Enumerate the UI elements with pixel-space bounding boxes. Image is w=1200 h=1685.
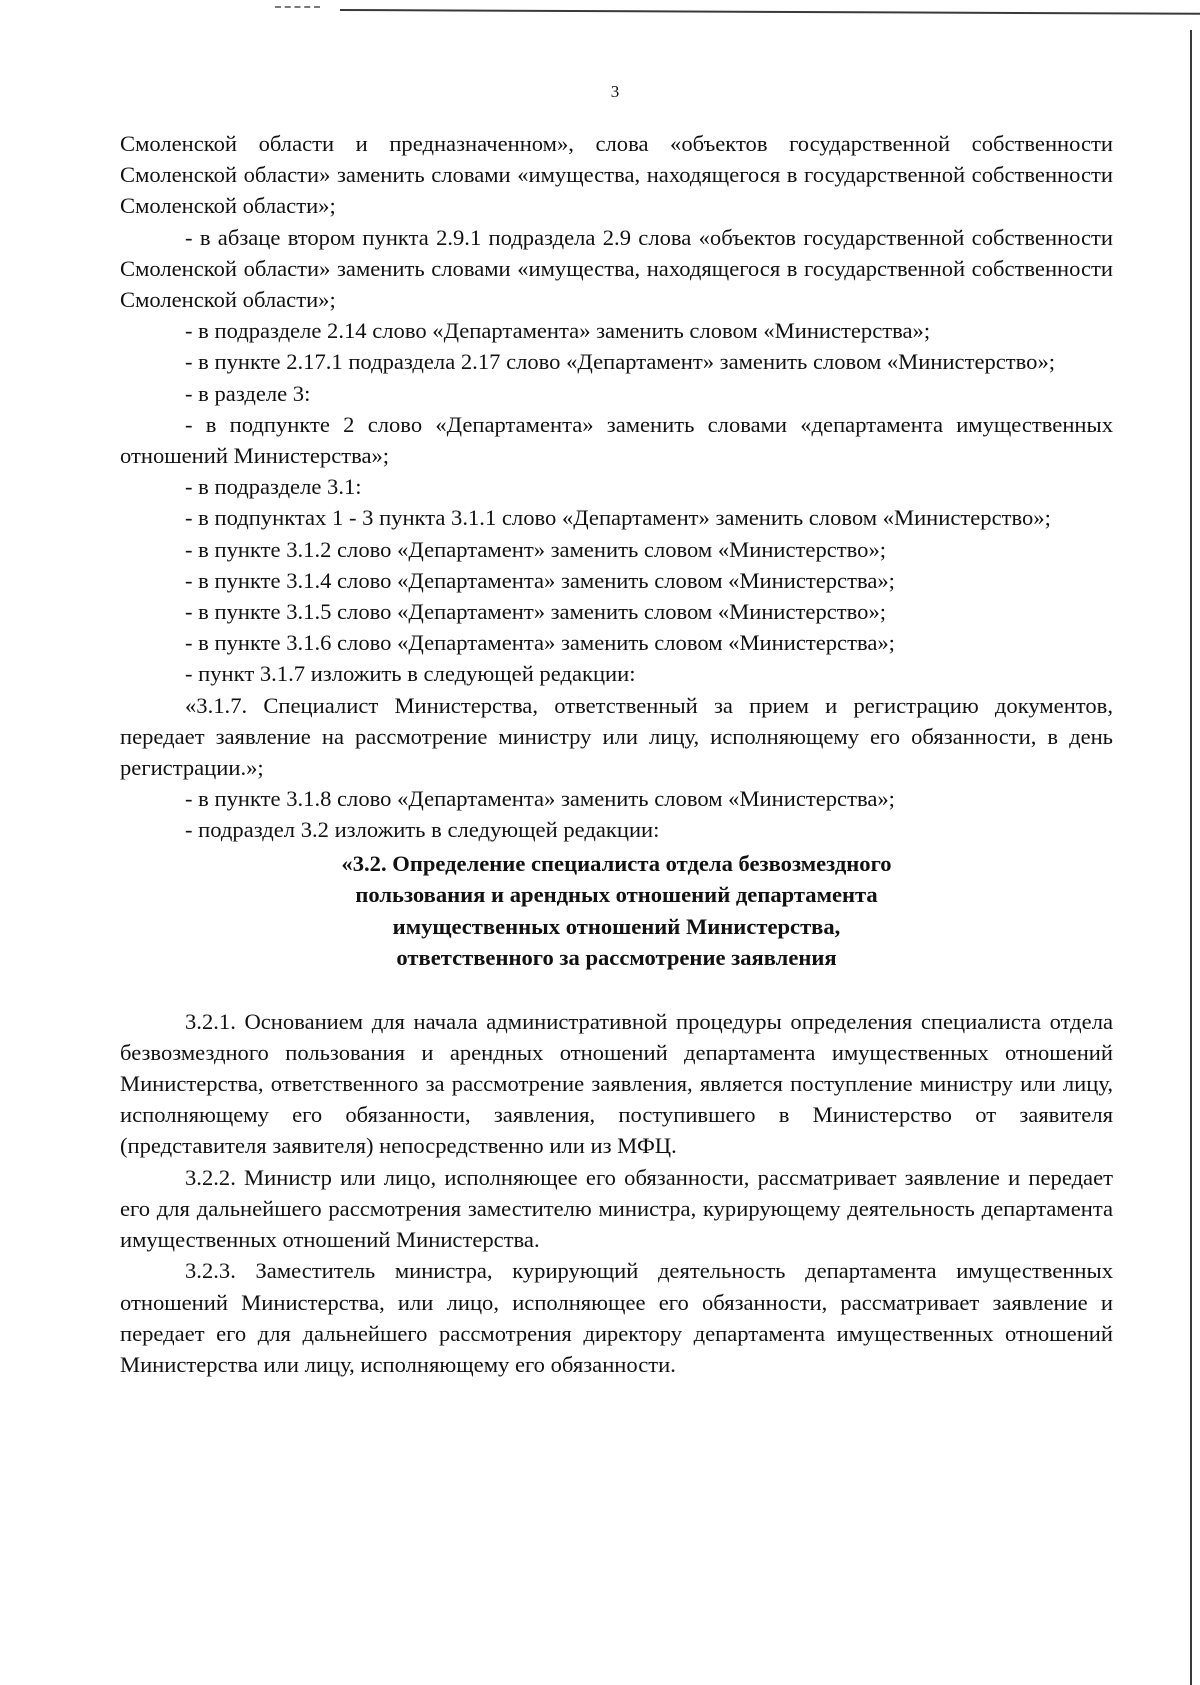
paragraph: - в пункте 3.1.2 слово «Департамент» заменить словом «Министерство»; bbox=[185, 536, 887, 562]
paragraph: - в подпункте 2 слово «Департамента» заменить словами «департамента имущественных отношений Министерства»; bbox=[120, 411, 1113, 469]
scan-edge-line-right bbox=[1190, 30, 1192, 1685]
scan-edge-mark-top-left bbox=[275, 6, 320, 8]
section-heading-line: ответственного за рассмотрение заявления bbox=[396, 945, 837, 971]
paragraph: - в подпунктах 1 - 3 пункта 3.1.1 слово «Департамент» заменить словом «Министерство»; bbox=[185, 505, 1051, 531]
page-number: 3 bbox=[610, 82, 620, 101]
paragraph: «3.1.7. Специалист Министерства, ответственный за прием и регистрацию документов, передает заявление на рассмотрение министру или лицу, исполняющему его обязанности, в день регистрации.»; bbox=[120, 692, 1113, 781]
scan-edge-line-top bbox=[340, 9, 1200, 15]
section-heading-line: пользования и арендных отношений департамента bbox=[355, 882, 878, 908]
section-heading bbox=[120, 848, 1113, 974]
paragraph: - в пункте 2.17.1 подраздела 2.17 слово «Департамент» заменить словом «Министерство»; bbox=[185, 349, 1056, 375]
paragraph: - в подразделе 3.1: bbox=[185, 474, 362, 500]
paragraph: - пункт 3.1.7 изложить в следующей редакции: bbox=[185, 661, 636, 687]
paragraph: - в пункте 3.1.4 слово «Департамента» заменить словом «Министерства»; bbox=[185, 567, 895, 593]
section-paragraph: 3.2.1. Основанием для начала административной процедуры определения специалиста отдела безвозмездного пользования и арендных отношений департамента имущественных отношений Министерства, ответственного за рассмотрение заявления, является поступление министру или лицу, исполняющему его обязанности, заявления, поступившего в Министерство от заявителя (представителя заявителя) непосредственно или из МФЦ. bbox=[120, 1008, 1113, 1159]
paragraph: - в подразделе 2.14 слово «Департамента» заменить словом «Министерства»; bbox=[185, 318, 931, 344]
paragraph: - в пункте 3.1.5 слово «Департамент» заменить словом «Министерство»; bbox=[185, 599, 887, 625]
paragraph: - в разделе 3: bbox=[185, 380, 311, 406]
section-heading-line: имущественных отношений Министерства, bbox=[392, 913, 841, 939]
section-heading-line: «3.2. Определение специалиста отдела безвозмездного bbox=[341, 850, 892, 876]
section-paragraph: 3.2.3. Заместитель министра, курирующий деятельность департамента имущественных отношений Министерства, или лицо, исполняющее его обязанности, рассматривает заявление и передает его для дальнейшего рассмотрения директору департамента имущественных отношений Министерства или лицу, исполняющему его обязанности. bbox=[120, 1258, 1113, 1377]
paragraph: - в пункте 3.1.8 слово «Департамента» заменить словом «Министерства»; bbox=[185, 786, 895, 812]
paragraph: - подраздел 3.2 изложить в следующей редакции: bbox=[185, 817, 660, 843]
document-body bbox=[120, 128, 1113, 1380]
paragraph: - в абзаце втором пункта 2.9.1 подраздела 2.9 слова «объектов государственной собственности Смоленской области» заменить словами «имущества, находящегося в государственной собственности Смоленской области»; bbox=[120, 224, 1113, 313]
paragraph: Смоленской области и предназначенном», слова «объектов государственной собственности Смоленской области» заменить словами «имущества, находящегося в государственной собственности Смоленской области»; bbox=[120, 131, 1113, 219]
paragraph: - в пункте 3.1.6 слово «Департамента» заменить словом «Министерства»; bbox=[185, 630, 895, 656]
spacer bbox=[120, 974, 1113, 1006]
section-paragraph: 3.2.2. Министр или лицо, исполняющее его обязанности, рассматривает заявление и передает его для дальнейшего рассмотрения заместителю министра, курирующему деятельность департамента имущественных отношений Министерства. bbox=[120, 1164, 1113, 1253]
